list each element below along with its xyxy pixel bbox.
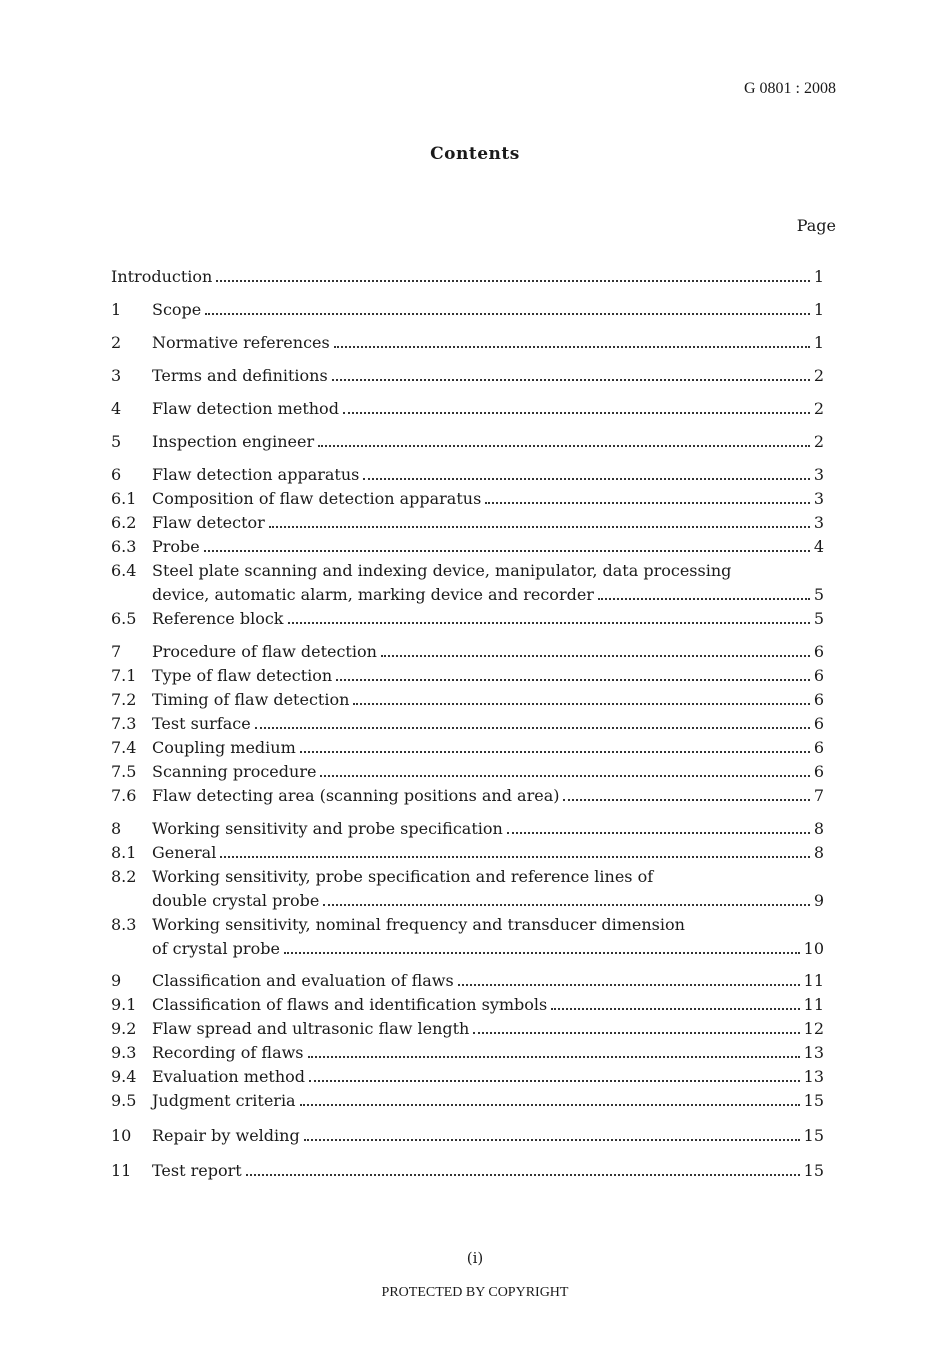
dot-leader: [246, 1173, 800, 1176]
dot-leader: [363, 477, 809, 480]
toc-entry-page: 3: [813, 489, 824, 508]
toc-entry-title: Type of flaw detection: [152, 666, 333, 685]
toc-entry-number: 6.1: [111, 489, 137, 508]
toc-entry-title: Flaw detection method: [152, 399, 339, 418]
dot-leader: [205, 312, 810, 315]
toc-entry-page: 10: [803, 939, 824, 958]
toc-entry-page: 15: [803, 1091, 824, 1110]
toc-entry-number: 6.5: [111, 609, 137, 628]
toc-entry[interactable]: [111, 1160, 824, 1182]
toc-entry-page: 7: [813, 786, 824, 805]
dot-leader: [288, 621, 810, 624]
dot-leader: [320, 774, 809, 777]
toc-entry[interactable]: [111, 713, 824, 735]
dot-leader: [353, 702, 809, 705]
toc-entry-title: Repair by welding: [152, 1126, 300, 1145]
toc-entry-title: Terms and definitions: [152, 366, 328, 385]
toc-entry-number: 4: [111, 399, 122, 418]
toc-entry-number: 8.2: [111, 867, 137, 886]
toc-entry-title-continued: double crystal probe: [152, 891, 320, 910]
toc-entry-number: 7: [111, 642, 122, 661]
toc-entry-title: Reference block: [152, 609, 284, 628]
toc-entry-title: Steel plate scanning and indexing device, manipulator, data processing: [152, 561, 732, 580]
toc-entry-title: Timing of flaw detection: [152, 690, 350, 709]
toc-entry-number: 6.3: [111, 537, 137, 556]
toc-entry-page: 6: [813, 642, 824, 661]
dot-leader: [284, 951, 800, 954]
toc-entry-number: 9.1: [111, 995, 137, 1014]
page-number: (i): [466, 1249, 484, 1267]
toc-entry-number: 9: [111, 971, 122, 990]
toc-entry[interactable]: [111, 842, 824, 864]
toc-entry-title: Inspection engineer: [152, 432, 315, 451]
toc-entry-title: Working sensitivity, nominal frequency and transducer dimension: [152, 915, 685, 934]
toc-entry[interactable]: [111, 737, 824, 759]
toc-entry-title: Composition of flaw detection apparatus: [152, 489, 482, 508]
toc-entry[interactable]: [111, 488, 824, 510]
toc-entry-number: 5: [111, 432, 122, 451]
copyright-notice: PROTECTED BY COPYRIGHT: [381, 1285, 569, 1300]
toc-entry-number: 8.3: [111, 915, 137, 934]
toc-entry[interactable]: [111, 464, 824, 486]
toc-entry-title: Flaw spread and ultrasonic flaw length: [152, 1019, 470, 1038]
toc-entry-page: 6: [813, 690, 824, 709]
dot-leader: [323, 903, 809, 906]
toc-entry[interactable]: [111, 332, 824, 354]
toc-entry-page: 11: [803, 971, 824, 990]
toc-entry-page: 5: [813, 585, 824, 604]
toc-entry-number: 7.1: [111, 666, 137, 685]
dot-leader: [216, 279, 809, 282]
toc-entry-number: 10: [111, 1126, 132, 1145]
toc-entry-page: 8: [813, 819, 824, 838]
toc-entry-title: General: [152, 843, 217, 862]
toc-entry-page: 13: [803, 1067, 824, 1086]
dot-leader: [304, 1138, 800, 1141]
dot-leader: [563, 798, 809, 801]
toc-entry-title: Evaluation method: [152, 1067, 306, 1086]
dot-leader: [598, 597, 810, 600]
toc-entry-page: 3: [813, 513, 824, 532]
toc-entry-title: Scanning procedure: [152, 762, 317, 781]
toc-entry-number: 7.3: [111, 714, 137, 733]
toc-entry[interactable]: [111, 1125, 824, 1147]
dot-leader: [381, 654, 810, 657]
toc-entry-page: 1: [813, 300, 824, 319]
toc-entry-number: 2: [111, 333, 122, 352]
toc-entry-number: 9.2: [111, 1019, 137, 1038]
toc-entry[interactable]: [111, 761, 824, 783]
toc-entry-title: Procedure of flaw detection: [152, 642, 377, 661]
toc-entry[interactable]: [111, 512, 824, 534]
dot-leader: [300, 1103, 800, 1106]
document-code: G 0801 : 2008: [744, 80, 836, 97]
dot-leader: [507, 831, 810, 834]
toc-entry[interactable]: [111, 970, 824, 992]
toc-entry-page: 11: [803, 995, 824, 1014]
toc-entry-number: 7.2: [111, 690, 137, 709]
toc-entry-number: 7.4: [111, 738, 137, 757]
toc-entry-number: 3: [111, 366, 122, 385]
dot-leader: [473, 1031, 799, 1034]
toc-entry[interactable]: [111, 866, 824, 888]
toc-entry-continuation[interactable]: [111, 584, 824, 606]
dot-leader: [220, 855, 809, 858]
dot-leader: [334, 345, 810, 348]
toc-entry-title: Judgment criteria: [152, 1091, 296, 1110]
dot-leader: [204, 549, 810, 552]
toc-entry-title: Flaw detection apparatus: [152, 465, 360, 484]
toc-entry[interactable]: [111, 398, 824, 420]
toc-entry-page: 4: [813, 537, 824, 556]
toc-entry-page: 6: [813, 762, 824, 781]
dot-leader: [343, 411, 810, 414]
toc-entry[interactable]: [111, 536, 824, 558]
toc-entry-page: 6: [813, 714, 824, 733]
toc-entry-number: 7.5: [111, 762, 137, 781]
toc-entry-page: 15: [803, 1161, 824, 1180]
dot-leader: [551, 1007, 799, 1010]
toc-entry-title: Classification and evaluation of flaws: [152, 971, 454, 990]
toc-entry-title: Introduction: [111, 267, 213, 286]
dot-leader: [485, 501, 810, 504]
toc-entry-page: 9: [813, 891, 824, 910]
toc-entry-title-continued: device, automatic alarm, marking device and recorder: [152, 585, 594, 604]
toc-entry[interactable]: [111, 914, 824, 936]
dot-leader: [308, 1055, 800, 1058]
toc-entry[interactable]: [111, 1018, 824, 1040]
toc-entry-title: Normative references: [152, 333, 330, 352]
toc-entry-page: 2: [813, 432, 824, 451]
toc-entry-page: 6: [813, 666, 824, 685]
toc-entry[interactable]: [111, 785, 824, 807]
toc-entry[interactable]: [111, 1066, 824, 1088]
toc-entry-title: Classification of flaws and identification symbols: [152, 995, 548, 1014]
toc-entry-number: 8.1: [111, 843, 137, 862]
dot-leader: [318, 444, 810, 447]
toc-entry-title: Flaw detecting area (scanning positions and area): [152, 786, 560, 805]
toc-entry-number: 8: [111, 819, 122, 838]
toc-entry-number: 9.4: [111, 1067, 137, 1086]
dot-leader: [269, 525, 810, 528]
toc-entry-continuation[interactable]: [111, 890, 824, 912]
toc-entry-number: 6.4: [111, 561, 137, 580]
dot-leader: [336, 678, 810, 681]
toc-entry-number: 9.5: [111, 1091, 137, 1110]
toc-entry[interactable]: [111, 1090, 824, 1112]
toc-entry[interactable]: [111, 818, 824, 840]
toc-entry-title: Coupling medium: [152, 738, 296, 757]
toc-entry-page: 12: [803, 1019, 824, 1038]
toc-entry[interactable]: [111, 665, 824, 687]
toc-entry-title-continued: of crystal probe: [152, 939, 280, 958]
toc-entry-page: 5: [813, 609, 824, 628]
toc-entry-page: 3: [813, 465, 824, 484]
toc-entry[interactable]: [111, 608, 824, 630]
dot-leader: [300, 750, 810, 753]
dot-leader: [458, 983, 800, 986]
toc-entry[interactable]: [111, 560, 824, 582]
toc-entry-number: 6.2: [111, 513, 137, 532]
toc-entry[interactable]: [111, 365, 824, 387]
page-column-label: Page: [796, 216, 836, 235]
toc-entry[interactable]: [111, 689, 824, 711]
toc-entry-title: Flaw detector: [152, 513, 265, 532]
toc-entry-title: Probe: [152, 537, 200, 556]
toc-entry-page: 8: [813, 843, 824, 862]
toc-entry-title: Working sensitivity, probe specification and reference lines of: [152, 867, 654, 886]
toc-entry-number: 9.3: [111, 1043, 137, 1062]
toc-entry[interactable]: [111, 1042, 824, 1064]
toc-entry-title: Test surface: [152, 714, 251, 733]
toc-entry-page: 6: [813, 738, 824, 757]
toc-entry-title: Scope: [152, 300, 202, 319]
dot-leader: [255, 726, 810, 729]
toc-entry[interactable]: [111, 641, 824, 663]
dot-leader: [332, 378, 810, 381]
toc-entry[interactable]: [111, 994, 824, 1016]
toc-entry-number: 1: [111, 300, 122, 319]
toc-entry-page: 2: [813, 399, 824, 418]
toc-entry-continuation[interactable]: [111, 938, 824, 960]
toc-entry-title: Test report: [152, 1161, 242, 1180]
toc-entry-title: Working sensitivity and probe specification: [152, 819, 503, 838]
toc-entry[interactable]: [111, 431, 824, 453]
toc-entry-page: 1: [813, 267, 824, 286]
toc-entry-number: 7.6: [111, 786, 137, 805]
toc-entry-title: Recording of flaws: [152, 1043, 304, 1062]
toc-entry-page: 1: [813, 333, 824, 352]
toc-entry-page: 2: [813, 366, 824, 385]
toc-entry[interactable]: [111, 266, 824, 288]
page-title: Contents: [430, 144, 520, 164]
toc-entry-page: 13: [803, 1043, 824, 1062]
dot-leader: [309, 1079, 800, 1082]
toc-entry[interactable]: [111, 299, 824, 321]
toc-entry-page: 15: [803, 1126, 824, 1145]
toc-entry-number: 6: [111, 465, 122, 484]
toc-entry-number: 11: [111, 1161, 132, 1180]
